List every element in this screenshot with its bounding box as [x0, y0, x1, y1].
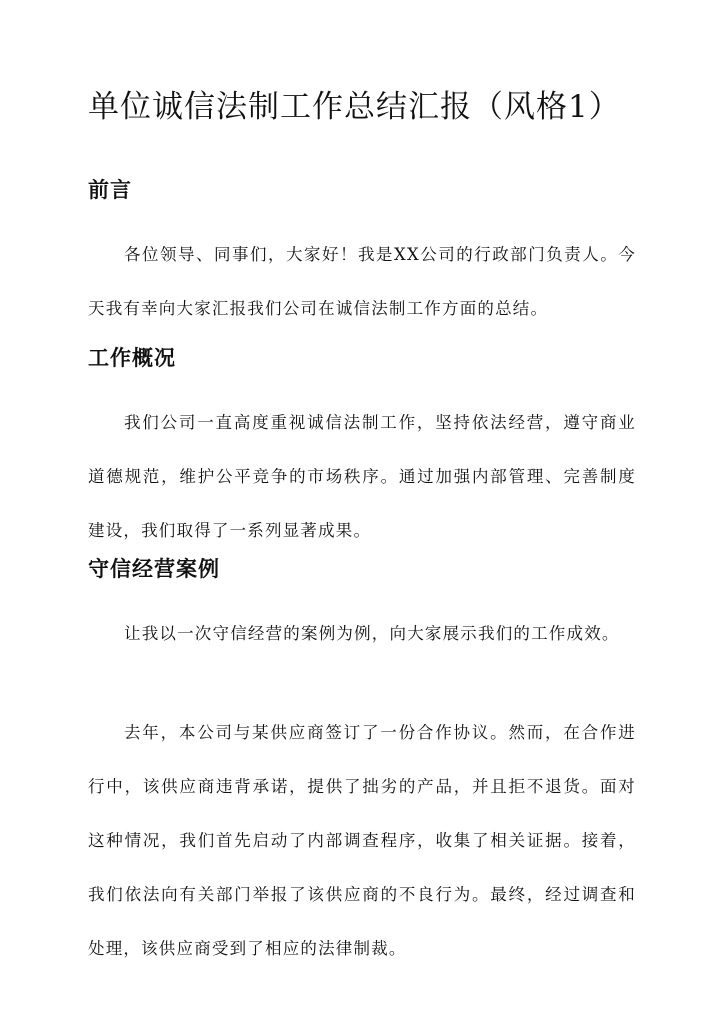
paragraph-trust-case-intro: 让我以一次守信经营的案例为例，向大家展示我们的工作成效。	[124, 624, 620, 643]
document-title: 单位诚信法制工作总结汇报（风格1）	[88, 89, 621, 125]
paragraph-work-overview: 我们公司一直高度重视诚信法制工作，坚持依法经营，遵守商业道德规范，维护公平竞争的市场秩序。通过加强内部管理、完善制度建设，我们取得了一系列显著成果。	[88, 413, 636, 540]
section-heading-trust-case: 守信经营案例	[88, 556, 220, 581]
paragraph-preface: 各位领导、同事们，大家好！我是XX公司的行政部门负责人。今天我有幸向大家汇报我们公司在诚信法制工作方面的总结。	[88, 245, 636, 318]
section-heading-work-overview: 工作概况	[88, 345, 176, 370]
paragraph-trust-case-detail: 去年，本公司与某供应商签订了一份合作协议。然而，在合作进行中，该供应商违背承诺，提供了拙劣的产品，并且拒不退货。面对这种情况，我们首先启动了内部调查程序，收集了相关证据。接着，我们依法向有关部门举报了该供应商的不良行为。最终，经过调查和处理，该供应商受到了相应的法律制裁。	[88, 723, 636, 958]
section-heading-preface: 前言	[88, 177, 132, 202]
